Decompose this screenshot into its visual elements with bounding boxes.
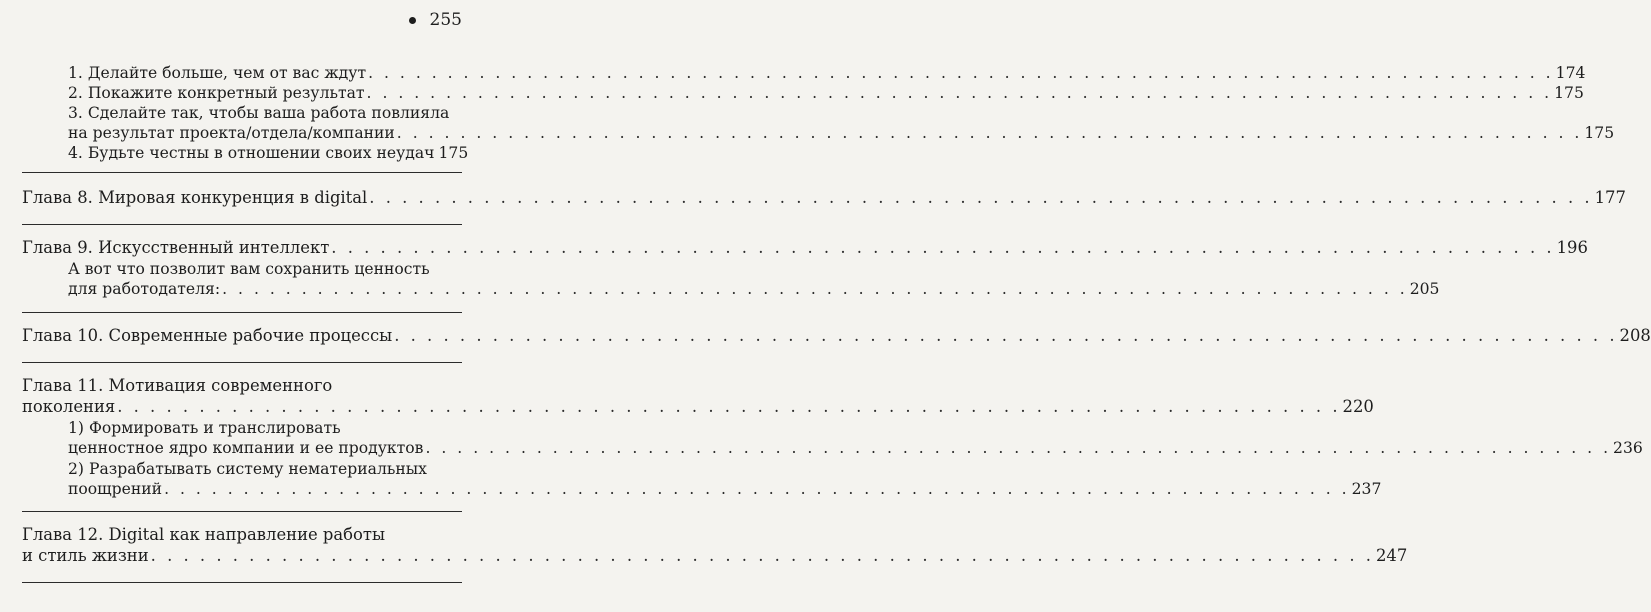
leader-dots: [369, 188, 1592, 208]
toc-entry: [68, 83, 1584, 103]
entry-page: 247: [1375, 546, 1408, 565]
entry-title: 4. Будьте честны в отношении своих неудач: [68, 144, 435, 162]
divider: [22, 362, 462, 363]
entry-title: ценностное ядро компании и ее продуктов: [68, 439, 424, 457]
toc-entry: [68, 123, 1615, 143]
toc-chapter: [22, 546, 1408, 566]
page-number: 255: [429, 10, 462, 30]
entry-page: 205: [1409, 280, 1440, 298]
entry-title: 3. Сделайте так, чтобы ваша работа повлияла: [68, 104, 450, 122]
leader-dots: [394, 326, 1617, 346]
leader-dots: [331, 238, 1554, 258]
entry-title: 1. Делайте больше, чем от вас ждут: [68, 64, 367, 82]
entry-title: А вот что позволит вам сохранить ценность: [68, 260, 430, 278]
toc-chapter: [22, 238, 1588, 258]
divider: [22, 582, 462, 583]
toc-entry: [68, 63, 1586, 83]
entry-title: для работодателя:: [68, 280, 221, 298]
chapter-title: Глава 11. Мотивация современного: [22, 376, 333, 395]
leader-dots: [151, 546, 1374, 566]
chapter-title: Глава 8. Мировая конкуренция в digital: [22, 188, 368, 207]
chapter-title: Глава 9. Искусственный интеллект: [22, 238, 330, 257]
leader-dots: [425, 438, 1611, 458]
divider: [22, 172, 462, 173]
entry-page: 175: [438, 144, 469, 162]
entry-page: 175: [1584, 124, 1615, 142]
leader-dots: [397, 123, 1583, 143]
leader-dots: [117, 397, 1340, 417]
toc-chapter: [22, 397, 1374, 417]
entry-page: 220: [1342, 397, 1374, 416]
toc-entry: [68, 279, 1440, 299]
entry-page: 236: [1613, 439, 1643, 457]
toc-chapter: [22, 188, 1626, 208]
chapter-title: и стиль жизни: [22, 546, 149, 565]
chapter-title: Глава 10. Современные рабочие процессы: [22, 326, 393, 345]
toc-entry: [68, 438, 1643, 458]
entry-page: 237: [1351, 480, 1382, 498]
leader-dots: [222, 279, 1408, 299]
chapter-title: поколения: [22, 397, 116, 416]
divider: [22, 511, 462, 512]
leader-dots: [164, 479, 1350, 499]
divider: [22, 224, 462, 225]
chapter-title: Глава 12. Digital как направление работы: [22, 525, 386, 544]
entry-title: 2) Разрабатывать систему нематериальных: [68, 460, 427, 478]
leader-dots: [367, 83, 1553, 103]
toc-chapter: [22, 326, 1651, 346]
entry-title: 1) Формировать и транслировать: [68, 419, 341, 437]
entry-title: на результат проекта/отдела/компании: [68, 124, 395, 142]
entry-page: 208: [1619, 326, 1651, 345]
entry-page: 177: [1594, 188, 1626, 207]
entry-page: 196: [1556, 238, 1588, 257]
leader-dots: [368, 63, 1554, 83]
entry-title: поощрений: [68, 480, 163, 498]
entry-title: 2. Покажите конкретный результат: [68, 84, 365, 102]
divider: [22, 312, 462, 313]
entry-page: 174: [1555, 64, 1586, 82]
toc-entry: [68, 479, 1382, 499]
toc-entry: [68, 143, 469, 163]
entry-page: 175: [1554, 84, 1584, 102]
